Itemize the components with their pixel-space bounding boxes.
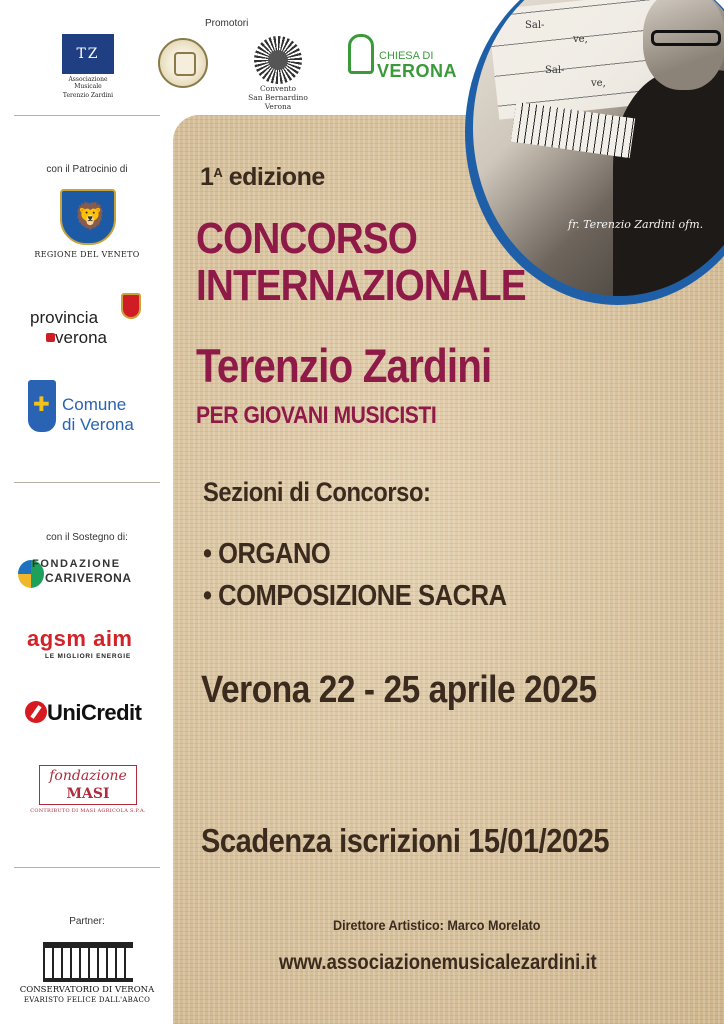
conservatorio-line-1: CONSERVATORIO DI VERONA	[19, 985, 155, 995]
signature: fr. Terenzio Zardini ofm.	[568, 218, 704, 231]
patrocinio-label: con il Patrocinio di	[46, 164, 128, 175]
competition-subtitle: PER GIOVANI MUSICISTI	[196, 402, 437, 429]
agsm-tagline: LE MIGLIORI ENERGIE	[45, 653, 131, 660]
edition-word: edizione	[222, 163, 325, 191]
glasses-icon	[651, 30, 721, 46]
section-item: • ORGANO	[203, 538, 331, 570]
comune-crest-icon	[28, 380, 56, 432]
edition-number: 1	[200, 163, 214, 191]
provincia-line-1: provincia	[30, 308, 99, 327]
fondazione-line-1: FONDAZIONE	[32, 558, 121, 570]
lyric-text: Sal-	[525, 20, 545, 31]
provincia-line-2: verona	[55, 328, 107, 347]
website-link[interactable]: www.associazionemusicalezardini.it	[279, 951, 597, 974]
convento-line-2: San Bernardino	[248, 93, 308, 102]
competition-name: Terenzio Zardini	[196, 339, 492, 392]
lyric-text: ve,	[573, 34, 588, 45]
regione-veneto-label: REGIONE DEL VENETO	[34, 250, 140, 259]
figure-robe	[613, 70, 724, 296]
convento-line-3: Verona	[264, 102, 292, 111]
association-name-2: Terenzio Zardini	[62, 92, 114, 99]
provincia-mark-icon	[46, 333, 55, 342]
edition-label	[200, 163, 325, 192]
comune-line-1: Comune	[62, 395, 127, 414]
masi-line-2: MASI	[66, 786, 110, 802]
chiesa-icon	[348, 34, 374, 74]
unicredit-logo: UniCredit	[47, 700, 142, 725]
veneto-lion-icon	[60, 189, 116, 245]
lyric-text: ve,	[591, 78, 606, 89]
edition-superscript: A	[213, 165, 223, 180]
seal-logo	[158, 38, 208, 88]
unicredit-icon	[25, 701, 47, 723]
chiesa-line-2: VERONA	[377, 61, 458, 81]
divider	[14, 867, 160, 868]
portrait-photo	[473, 0, 724, 296]
fondazione-line-2: CARIVERONA	[45, 571, 132, 585]
partner-label: Partner:	[69, 916, 105, 927]
organ-keys	[511, 102, 635, 158]
event-dates: Verona 22 - 25 aprile 2025	[201, 669, 597, 711]
provincia-crest-icon	[121, 293, 141, 319]
convento-line-1: Convento	[259, 84, 297, 93]
section-item: • COMPOSIZIONE SACRA	[203, 580, 507, 612]
convento-sun-logo	[254, 36, 302, 84]
title-line-1: CONCORSO	[196, 214, 417, 263]
registration-deadline: Scadenza iscrizioni 15/01/2025	[201, 822, 610, 859]
lyric-text: Sal-	[545, 65, 565, 76]
comune-line-2: di Verona	[62, 415, 134, 434]
agsm-logo: agsm aim	[27, 626, 133, 651]
promotori-label: Promotori	[205, 18, 249, 29]
masi-line-1: fondazione	[49, 768, 127, 784]
divider	[14, 482, 160, 483]
conservatorio-building-icon	[43, 942, 133, 982]
sostegno-label: con il Sostegno di:	[46, 532, 128, 543]
title-line-2: INTERNAZIONALE	[196, 261, 526, 310]
association-name-1: Associazione Musicale	[68, 76, 108, 90]
association-logo	[58, 34, 118, 99]
convento-label	[240, 84, 316, 111]
masi-line-3: CONTRIBUTO DI MASI AGRICOLA S.P.A.	[30, 808, 146, 814]
conservatorio-line-2: EVARISTO FELICE DALL'ABACO	[23, 996, 151, 1004]
divider	[14, 115, 160, 116]
chiesa-line-1: CHIESA DI	[379, 50, 434, 62]
association-mark: TZ	[62, 34, 114, 74]
sections-title: Sezioni di Concorso:	[203, 477, 431, 507]
artistic-director: Direttore Artistico: Marco Morelato	[333, 917, 541, 933]
